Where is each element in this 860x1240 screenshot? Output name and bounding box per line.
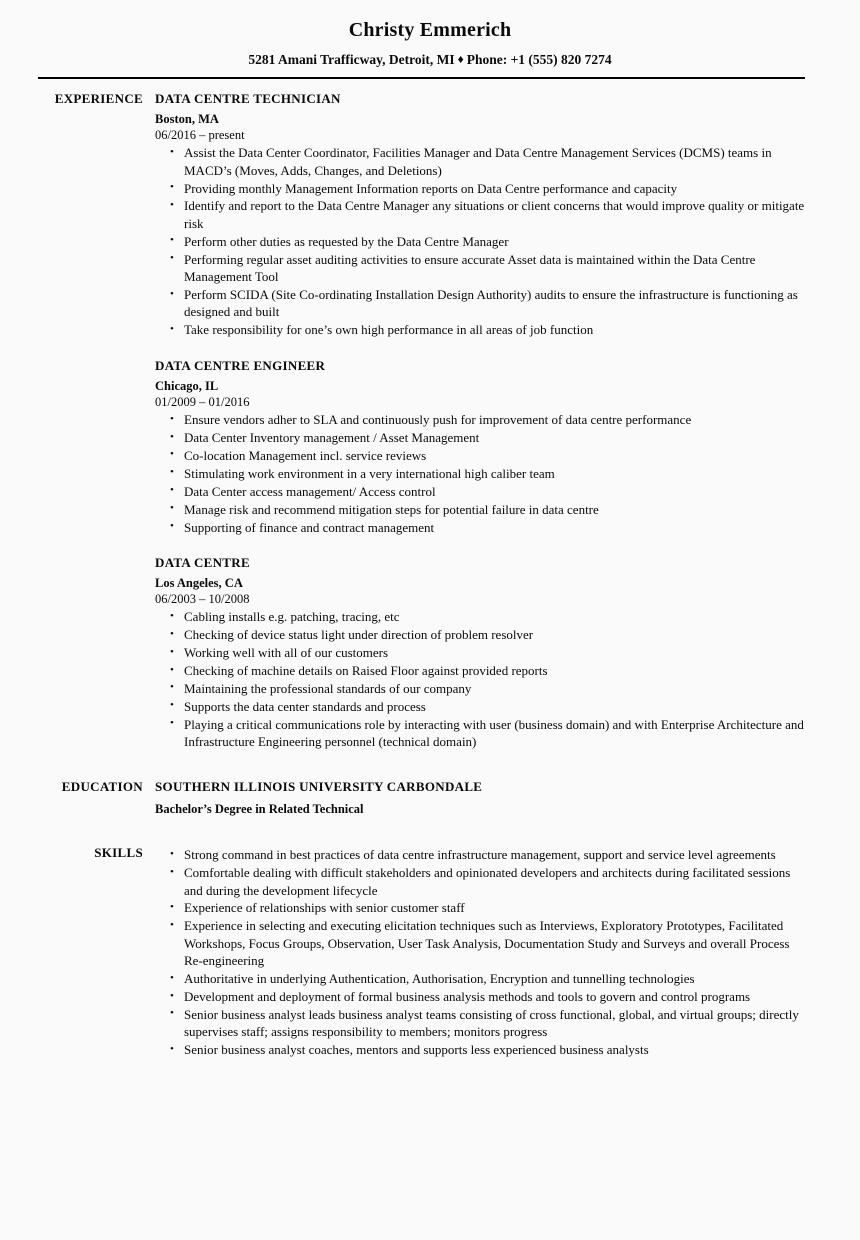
list-item: • Working well with all of our customers bbox=[155, 644, 805, 661]
list-item: • Perform SCIDA (Site Co-ordinating Installation Design Authority) audits to ensure the infrastructure is functioning as designed and built bbox=[155, 286, 805, 321]
list-item: • Perform other duties as requested by the Data Centre Manager bbox=[155, 233, 805, 250]
job-title: DATA CENTRE ENGINEER bbox=[155, 357, 326, 373]
skills-content bbox=[143, 845, 805, 1059]
list-item: • Ensure vendors adher to SLA and continuously push for improvement of data centre performance bbox=[155, 411, 805, 428]
candidate-phone: Phone: +1 (555) 820 7274 bbox=[466, 52, 612, 67]
list-item: • Checking of device status light under direction of problem resolver bbox=[155, 626, 805, 643]
experience-content bbox=[143, 91, 805, 751]
list-item: • Performing regular asset auditing activities to ensure accurate Asset data is maintained within the Data Centre Management Tool bbox=[155, 251, 805, 286]
job-dates: 01/2009 – 01/2016 bbox=[155, 394, 250, 409]
list-item: • Playing a critical communications role by interacting with user (business domain) and with Enterprise Architecture and Infrastructure Engineering personnel (technical domain) bbox=[155, 716, 805, 751]
skills-bullet-list bbox=[164, 846, 805, 1058]
list-item: • Cabling installs e.g. patching, tracing, etc bbox=[155, 608, 805, 625]
job-bullet-list bbox=[155, 144, 805, 338]
list-item: • Co-location Management incl. service reviews bbox=[155, 447, 805, 464]
job-location: Los Angeles, CA bbox=[155, 575, 243, 590]
job-title: DATA CENTRE TECHNICIAN bbox=[155, 90, 341, 106]
list-item: • Manage risk and recommend mitigation steps for potential failure in data centre bbox=[155, 501, 805, 518]
job-dates: 06/2003 – 10/2008 bbox=[155, 592, 250, 607]
job-location: Chicago, IL bbox=[155, 378, 219, 393]
education-section bbox=[0, 779, 860, 817]
list-item: • Supporting of finance and contract management bbox=[155, 519, 805, 536]
job-location: Boston, MA bbox=[155, 111, 219, 126]
education-degree: Bachelor’s Degree in Related Technical bbox=[155, 802, 364, 816]
candidate-address: 5281 Amani Trafficway, Detroit, MI bbox=[248, 52, 455, 67]
job-entry bbox=[155, 91, 805, 339]
job-title: DATA CENTRE bbox=[155, 554, 250, 570]
list-item: • Senior business analyst coaches, mentors and supports less experienced business analysts bbox=[164, 1041, 805, 1058]
list-item: • Identify and report to the Data Centre Manager any situations or client concerns that would improve quality or mitigate risk bbox=[155, 197, 805, 232]
list-item: • Comfortable dealing with difficult stakeholders and opinionated developers and architects during facilitated sessions and during the development lifecycle bbox=[164, 864, 805, 899]
list-item: • Experience in selecting and executing elicitation techniques such as Interviews, Exploratory Prototypes, Facilitated Workshops, Focus Groups, Observation, User Task Analysis, Documentation Study and Surveys and overall Process Re-engineering bbox=[164, 917, 805, 969]
skills-section bbox=[0, 845, 860, 1059]
list-item: • Maintaining the professional standards of our company bbox=[155, 680, 805, 697]
diamond-separator-icon: ♦ bbox=[457, 52, 464, 66]
experience-section bbox=[0, 91, 860, 751]
list-item: • Take responsibility for one’s own high performance in all areas of job function bbox=[155, 321, 805, 338]
list-item: • Providing monthly Management Information reports on Data Centre performance and capacity bbox=[155, 180, 805, 197]
job-entry bbox=[155, 555, 805, 751]
education-content bbox=[143, 779, 805, 817]
list-item: • Supports the data center standards and process bbox=[155, 698, 805, 715]
list-item: • Assist the Data Center Coordinator, Facilities Manager and Data Centre Management Services (DCMS) teams in MACD’s (Moves, Adds, Changes, and Deletions) bbox=[155, 144, 805, 179]
list-item: • Senior business analyst leads business analyst teams consisting of cross functional, global, and virtual groups; directly supervises staff; assigns responsibility to members; monitors progress bbox=[164, 1006, 805, 1041]
job-bullet-list bbox=[155, 608, 805, 750]
section-label-education: EDUCATION bbox=[61, 779, 143, 795]
list-item: • Authoritative in underlying Authentication, Authorisation, Encryption and tunnelling technologies bbox=[164, 970, 805, 987]
list-item: • Experience of relationships with senior customer staff bbox=[164, 899, 805, 916]
job-dates: 06/2016 – present bbox=[155, 128, 245, 143]
list-item: • Data Center access management/ Access control bbox=[155, 483, 805, 500]
header-divider bbox=[38, 77, 805, 79]
list-item: • Checking of machine details on Raised Floor against provided reports bbox=[155, 662, 805, 679]
list-item: • Development and deployment of formal business analysis methods and tools to govern and control programs bbox=[164, 988, 805, 1005]
job-entry bbox=[155, 358, 805, 536]
candidate-name: Christy Emmerich bbox=[348, 19, 512, 41]
list-item: • Stimulating work environment in a very international high caliber team bbox=[155, 465, 805, 482]
contact-line bbox=[0, 52, 860, 69]
section-label-experience: EXPERIENCE bbox=[54, 90, 143, 106]
section-label-skills: SKILLS bbox=[94, 845, 143, 861]
job-bullet-list bbox=[155, 411, 805, 536]
resume-header bbox=[0, 0, 860, 79]
list-item: • Data Center Inventory management / Asset Management bbox=[155, 429, 805, 446]
education-school: SOUTHERN ILLINOIS UNIVERSITY CARBONDALE bbox=[155, 779, 483, 795]
list-item: • Strong command in best practices of data centre infrastructure management, support and service level agreements bbox=[164, 846, 805, 863]
